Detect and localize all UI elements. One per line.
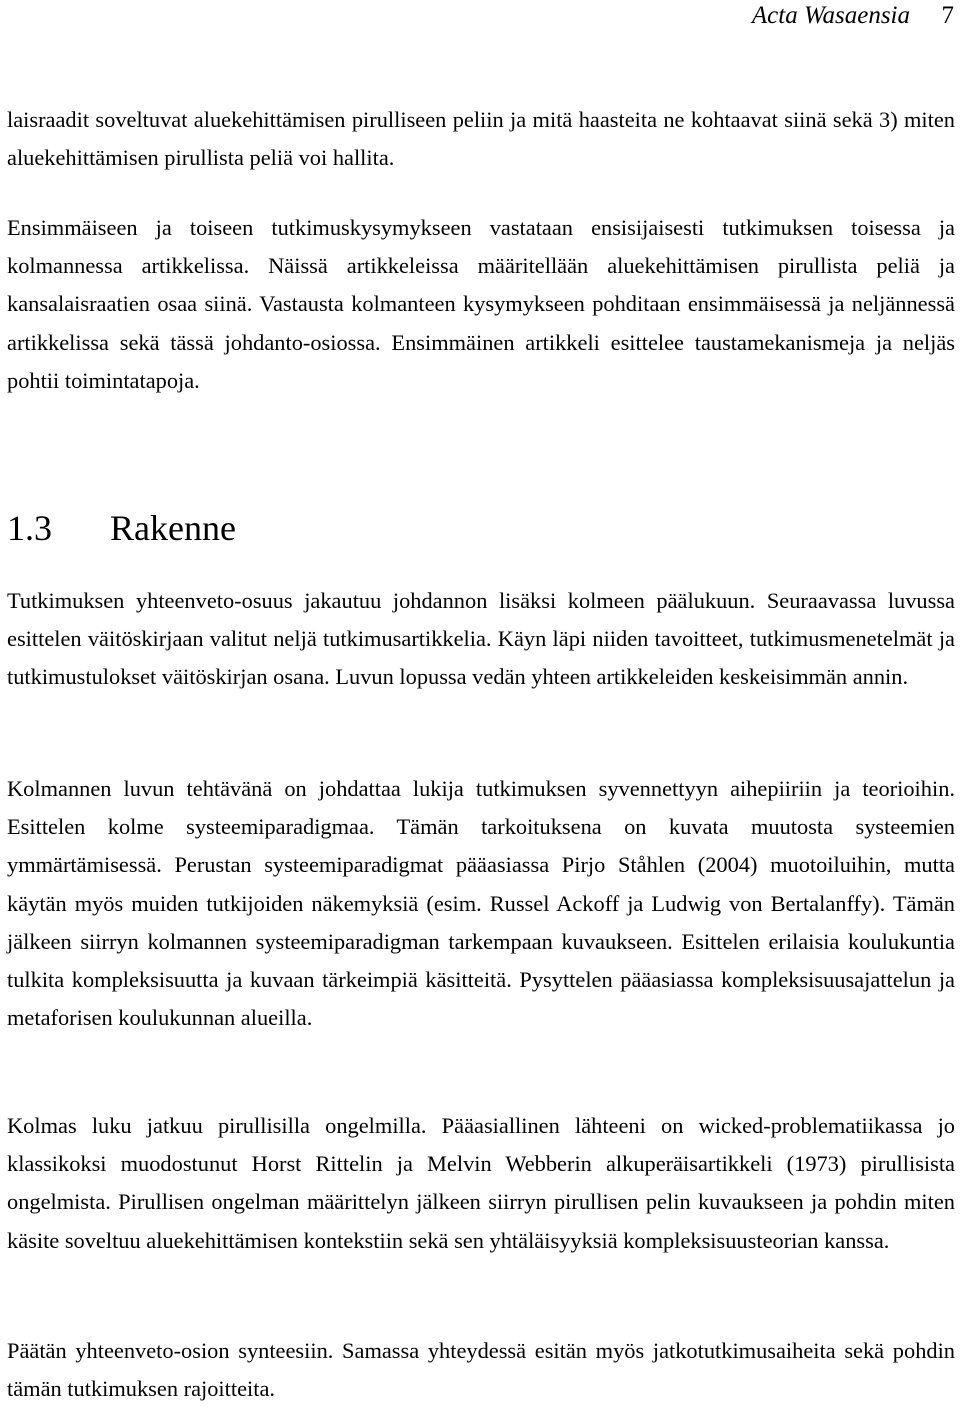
section-heading xyxy=(7,505,236,551)
section-number: 1.3 xyxy=(7,508,52,548)
paragraph-structure-overview: Tutkimuksen yhteenveto-osuus jakautuu johdannon lisäksi kolmeen päälukuun. Seuraavassa luvussa esittelen väitöskirjaan valitut neljä tutkimusartikkelia. Käyn läpi niiden tavoitteet, tutkimusmenetelmät ja tutkimustulokset väitöskirjan osana. Luvun lopussa vedän yhteen artikkeleiden keskeisimmän annin. xyxy=(7,588,955,690)
paragraph-research-questions: Ensimmäiseen ja toiseen tutkimuskysymykseen vastataan ensisijaisesti tutkimuksen toisessa ja kolmannessa artikkelissa. Näissä artikkeleissa määritellään aluekehittämisen pirullista peliä ja kansalaisraatien osaa siinä. Vastausta kolmanteen kysymykseen pohditaan ensimmäisessä ja neljännessä artikkelissa sekä tässä johdanto-osiossa. Ensimmäinen artikkeli esittelee taustamekanismeja ja neljäs pohtii toimintatapoja. xyxy=(7,215,955,393)
running-header xyxy=(0,0,960,36)
page-number: 7 xyxy=(941,2,954,29)
paragraph-wicked-problems: Kolmas luku jatkuu pirullisilla ongelmilla. Pääasiallinen lähteeni on wicked-problematiikassa jo klassikoksi muodostunut Horst Rittelin ja Melvin Webberin alkuperäisartikkeli (1973) pirullisista ongelmista. Pirullisen ongelman määrittelyn jälkeen siirryn pirullisen pelin kuvaukseen ja pohdin miten käsite soveltuu aluekehittämisen kontekstiin sekä sen yhtäläisyyksiä kompleksisuusteorian kanssa. xyxy=(7,1113,955,1253)
paragraph-chapter-three: Kolmannen luvun tehtävänä on johdattaa lukija tutkimuksen syvennettyyn aihepiiriin ja teorioihin. Esittelen kolme systeemiparadigmaa. Tämän tarkoituksena on kuvata muutosta systeemien ymmärtämisessä. Perustan systeemiparadigmat pääasiassa Pirjo Ståhlen (2004) muotoiluihin, mutta käytän myös muiden tutkijoiden näkemyksiä (esim. Russel Ackoff ja Ludwig von Bertalanffy). Tämän jälkeen siirryn kolmannen systeemiparadigman tarkempaan kuvaukseen. Esittelen erilaisia koulukuntia tulkita kompleksisuutta ja kuvaan tärkeimpiä käsitteitä. Pysyttelen pääasiassa kompleksisuusajattelun ja metaforisen koulukunnan alueilla. xyxy=(7,776,955,1031)
section-title: Rakenne xyxy=(110,508,236,548)
paragraph-synthesis: Päätän yhteenveto-osion synteesiin. Samassa yhteydessä esitän myös jatkotutkimusaiheita sekä pohdin tämän tutkimuksen rajoitteita. xyxy=(7,1338,955,1402)
journal-title: Acta Wasaensia xyxy=(751,2,910,29)
paragraph-continued: laisraadit soveltuvat aluekehittämisen pirulliseen peliin ja mitä haasteita ne kohtaavat siinä sekä 3) miten aluekehittämisen pirullista peliä voi hallita. xyxy=(7,107,955,171)
